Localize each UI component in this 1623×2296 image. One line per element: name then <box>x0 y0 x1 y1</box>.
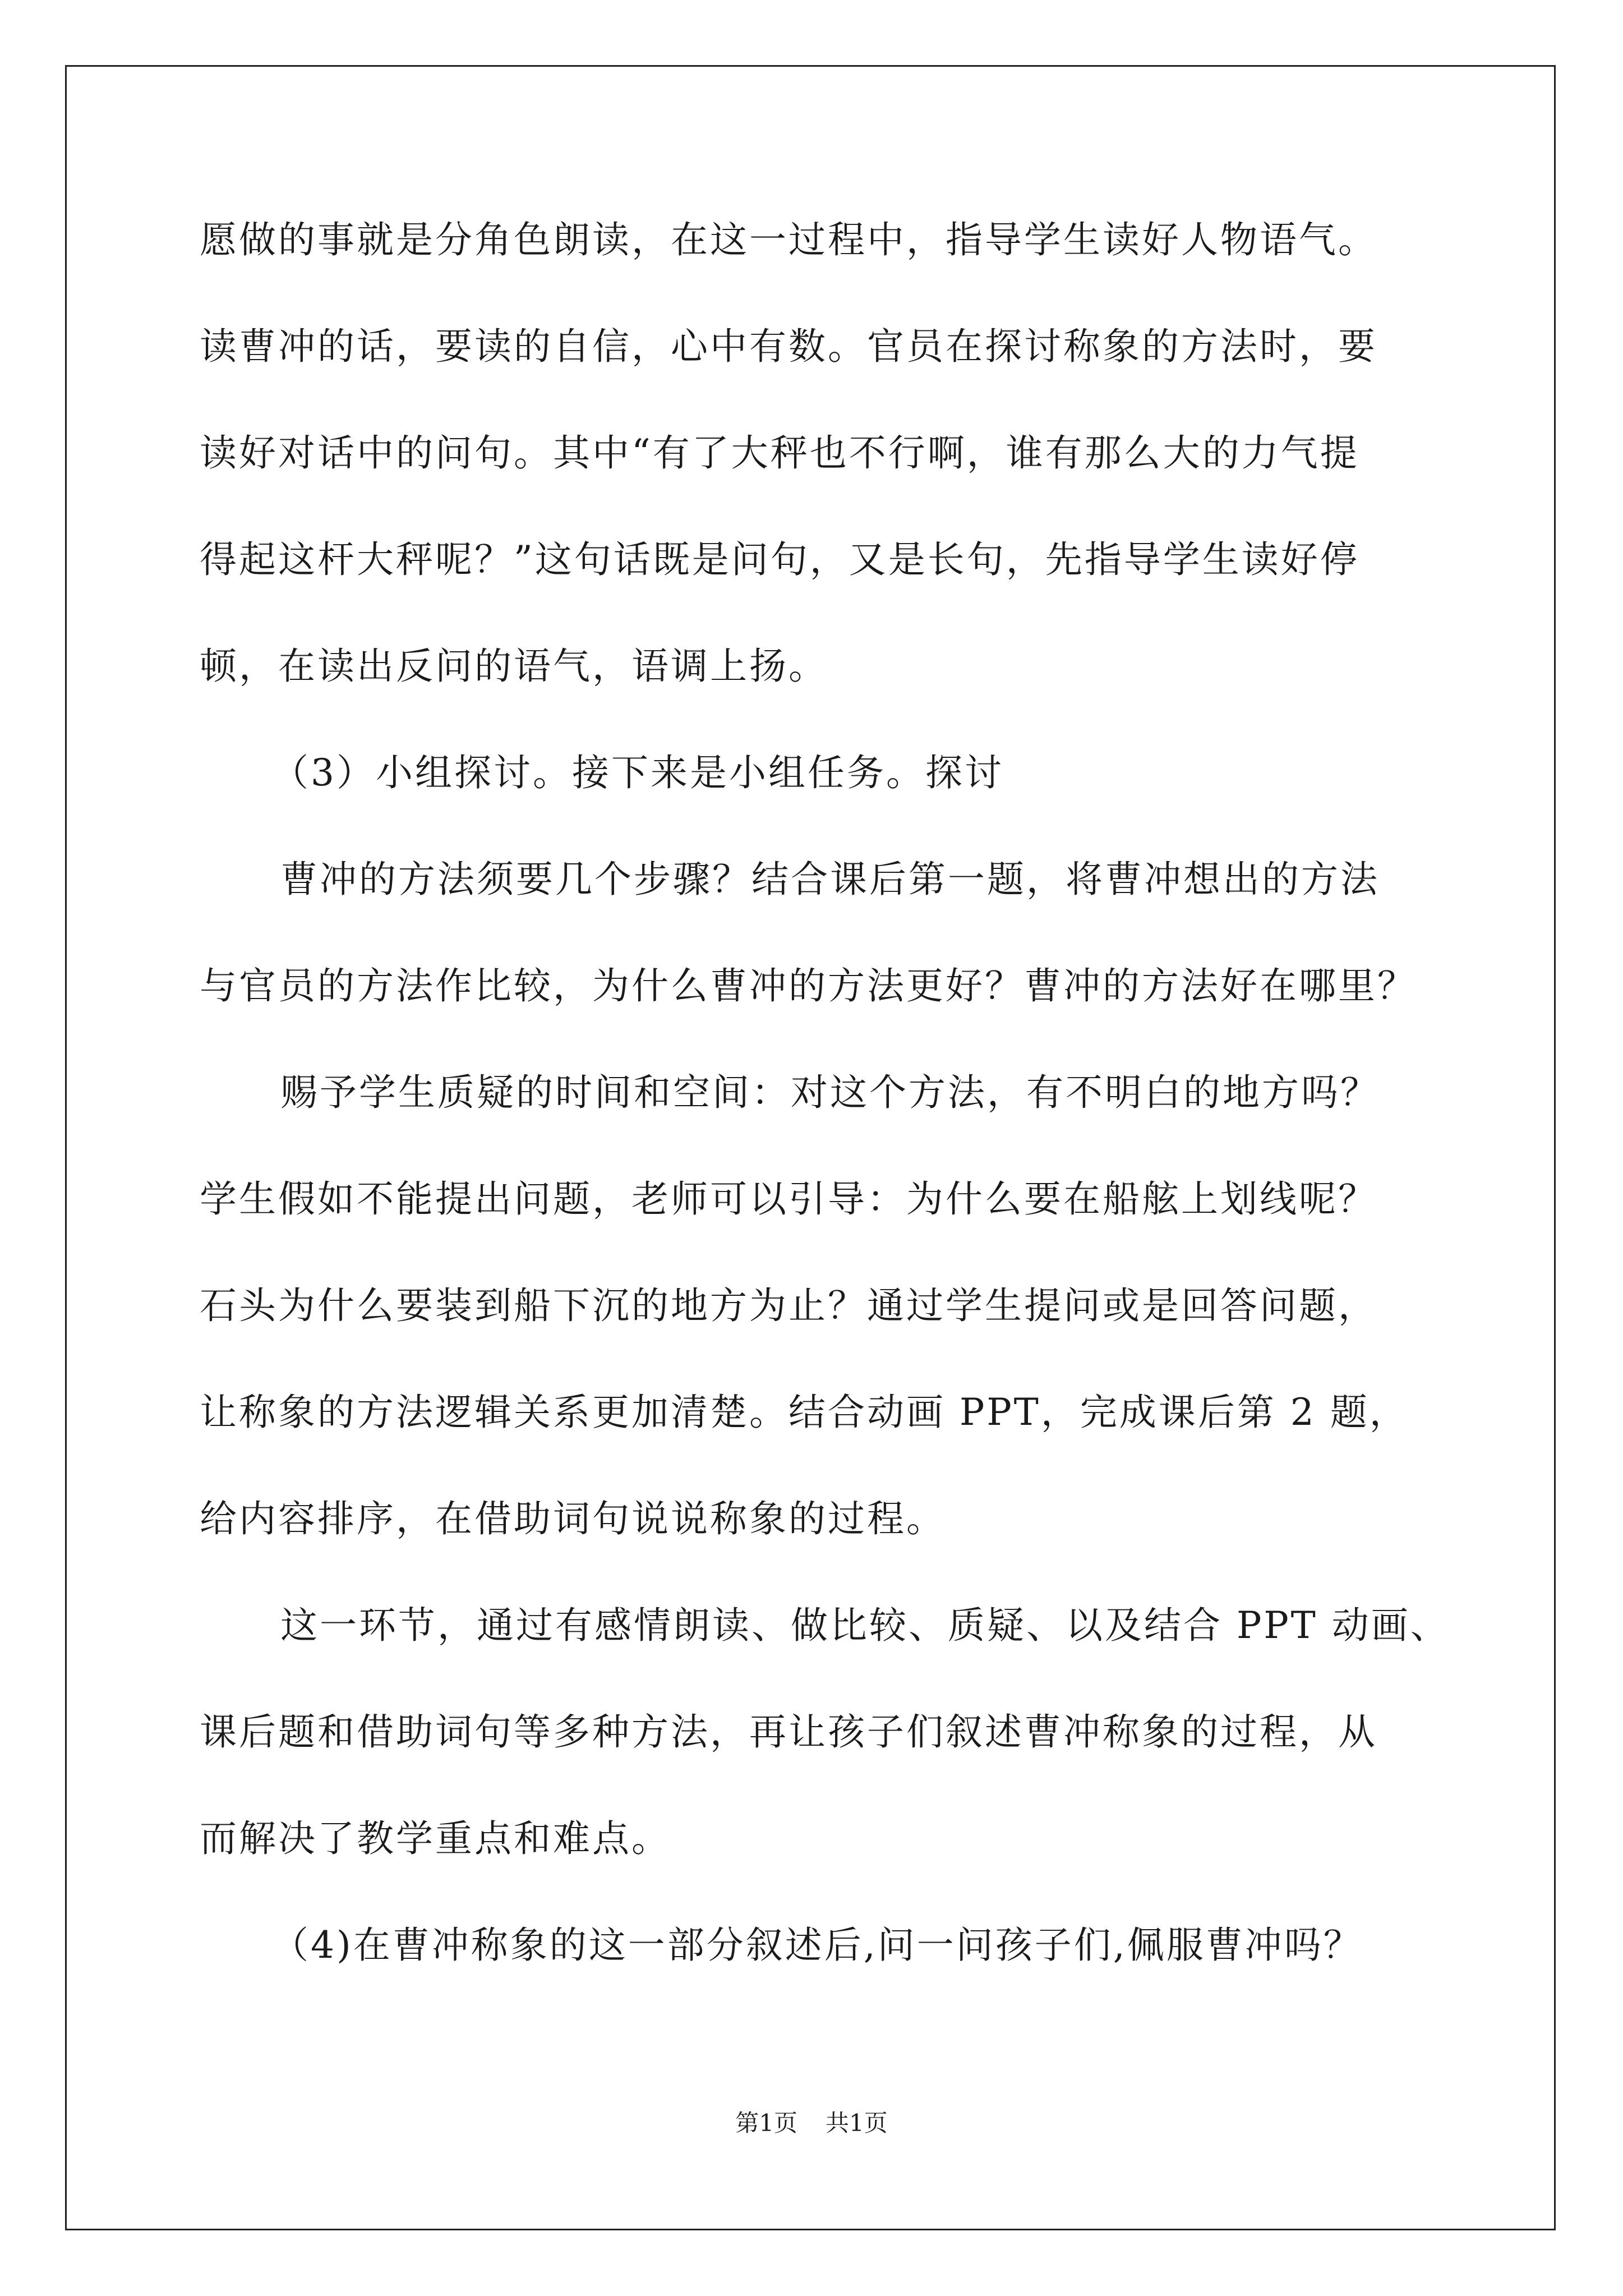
paragraph-line: 与官员的方法作比较，为什么曹冲的方法更好？曹冲的方法好在哪里？ <box>200 964 1417 1007</box>
page-number-total: 共1页 <box>826 2109 888 2137</box>
paragraph-line: 石头为什么要装到船下沉的地方为止？通过学生提问或是回答问题， <box>200 1284 1377 1327</box>
paragraph-line: 得起这杆大秤呢？”这句话既是问句，又是长句，先指导学生读好停 <box>200 538 1359 581</box>
paragraph-line: 而解决了教学重点和难点。 <box>200 1817 671 1860</box>
page-footer <box>0 2109 1623 2137</box>
paragraph-line: 读曹冲的话，要读的自信，心中有数。官员在探讨称象的方法时，要 <box>200 325 1377 368</box>
paragraph-line: （3）小组探讨。接下来是小组任务。探讨 <box>271 751 1004 794</box>
paragraph-line: 顿，在读出反问的语气，语调上扬。 <box>200 645 828 688</box>
paragraph-line: 读好对话中的问句。其中“有了大秤也不行啊，谁有那么大的力气提 <box>200 431 1359 475</box>
paragraph-line: 曹冲的方法须要几个步骤？结合课后第一题，将曹冲想出的方法 <box>280 858 1380 901</box>
paragraph-line: 让称象的方法逻辑关系更加清楚。结合动画 PPT，完成课后第 2 题， <box>200 1391 1409 1434</box>
paragraph-line: 赐予学生质疑的时间和空间：对这个方法，有不明白的地方吗？ <box>280 1071 1380 1114</box>
page-number-current: 第1页 <box>735 2109 797 2137</box>
paragraph-line: 愿做的事就是分角色朗读，在这一过程中，指导学生读好人物语气。 <box>200 218 1377 261</box>
paragraph-line: （4)在曹冲称象的这一部分叙述后,问一问孩子们,佩服曹冲吗？ <box>271 1924 1363 1967</box>
page-border <box>65 65 1556 2230</box>
paragraph-line: 学生假如不能提出问题，老师可以引导：为什么要在船舷上划线呢？ <box>200 1177 1377 1221</box>
paragraph-line: 给内容排序，在借助词句说说称象的过程。 <box>200 1497 946 1540</box>
paragraph-line: 这一环节，通过有感情朗读、做比较、质疑、以及结合 PPT 动画、 <box>280 1604 1450 1647</box>
paragraph-line: 课后题和借助词句等多种方法，再让孩子们叙述曹冲称象的过程，从 <box>200 1710 1377 1754</box>
